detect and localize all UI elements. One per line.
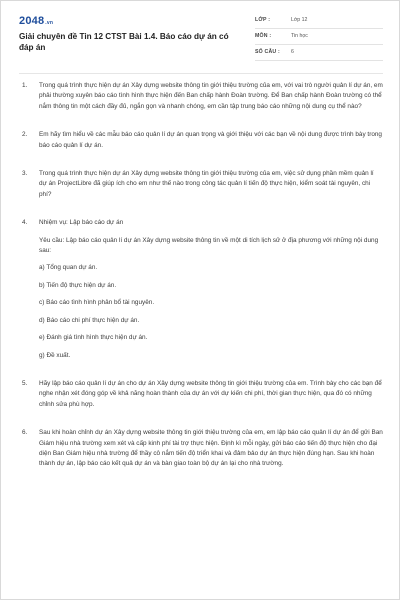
site-logo[interactable] xyxy=(19,15,53,29)
meta-row-class xyxy=(255,15,383,29)
question-text: Hãy lập báo cáo quản lí dự án cho dự án Xây dựng website thông tin giới thiệu trường của em. Trình bày cho các bạn để nghe nhận xét đóng góp về khả năng hoàn thành của dự án với dự kiến chi phí, thời gian thực hiện, qua đó có những chỉnh sửa phù hợp. xyxy=(39,379,382,408)
meta-value: 6 xyxy=(291,49,294,55)
logo-text: 2048 xyxy=(19,15,45,27)
question-requirement: Yêu cầu: Lập báo cáo quản lí dự án Xây dựng website thông tin về một di tích lịch sử ở địa phương với những nội dung sau: xyxy=(39,236,379,255)
requirement-item: e) Đánh giá tình hình thực hiện dự án. xyxy=(39,334,148,342)
logo-tld: .vn xyxy=(45,20,54,26)
question-number: 3. xyxy=(22,170,28,178)
meta-value: Tin học xyxy=(291,33,308,39)
question-text: Nhiệm vụ: Lập báo cáo dự án xyxy=(39,219,124,227)
question-number: 6. xyxy=(22,429,28,437)
requirement-item: c) Báo cáo tình hình phân bổ tài nguyên. xyxy=(39,299,155,307)
meta-table xyxy=(255,15,383,63)
meta-label: SỐ CÂU : xyxy=(255,49,280,55)
question-text: Trong quá trình thực hiện dự án Xây dựng website thông tin giới thiệu trường của em, việc sử dụng phần mềm quản lí dự án ProjectLibre đã giúp ích cho em như thế nào trong công tác quản lí tiến độ thực hiện, kiểm soát tài nguyên, chi phí? xyxy=(39,170,374,198)
requirement-item: a) Tổng quan dự án. xyxy=(39,264,98,272)
requirement-item: b) Tiến độ thực hiện dự án. xyxy=(39,281,117,289)
header-divider xyxy=(19,73,383,74)
question-number: 5. xyxy=(22,379,28,387)
question-text: Sau khi hoàn chỉnh dự án Xây dựng website thông tin giới thiệu trường của em, em lập báo cáo quản lí dự án để gửi Ban Giám hiệu nhà trường xem xét và cấp kinh phí tài trợ thực hiện. Định kì mỗi ngày, gửi báo cáo tiến độ thực hiện cho đại diện Ban Giám hiệu nhà trường để thầy cô nắm tiến độ triển khai và đảm bảo dự án thực hiện đúng hạn. Sau khi hoàn thành dự án, lập báo cáo kết quả dự án và bàn giao toàn bộ dự án lại cho nhà trường. xyxy=(39,429,383,468)
question-list xyxy=(19,81,383,470)
requirement-item: d) Báo cáo chi phí thực hiện dự án. xyxy=(39,316,140,324)
question-item xyxy=(19,428,383,470)
meta-label: LỚP : xyxy=(255,17,271,23)
question-item xyxy=(19,218,383,361)
requirement-item: g) Đề xuất. xyxy=(39,351,71,359)
question-text: Trong quá trình thực hiện dự án Xây dựng website thông tin giới thiệu trường của em, với vai trò người quản lí dự án, em phải thường xuyên báo cáo tình hình thực hiện đến Ban chấp hành Đoàn trường. Để Ban chấp hành Đoàn trường có thể nắm thông tin một cách đầy đủ, ngắn gọn và nhanh chóng, em cần tập trung báo cáo những nội dung cụ thể nào? xyxy=(39,82,383,110)
question-item xyxy=(19,81,383,112)
document-header xyxy=(19,15,383,71)
question-item xyxy=(19,169,383,200)
question-item xyxy=(19,379,383,410)
meta-row-count xyxy=(255,47,383,61)
meta-row-subject xyxy=(255,31,383,45)
question-number: 1. xyxy=(22,82,28,89)
question-text: Em hãy tìm hiểu về các mẫu báo cáo quản lí dự án quan trọng và giới thiệu với các bạn về nội dung được trình bày trong báo cáo quản lí dự án. xyxy=(39,131,382,149)
question-number: 4. xyxy=(22,219,28,227)
question-number: 2. xyxy=(22,131,28,139)
meta-label: MÔN : xyxy=(255,33,272,39)
page-title: Giải chuyên đề Tin 12 CTST Bài 1.4. Báo cáo dự án có đáp án xyxy=(19,32,229,52)
question-item xyxy=(19,130,383,151)
meta-value: Lớp 12 xyxy=(291,17,308,23)
